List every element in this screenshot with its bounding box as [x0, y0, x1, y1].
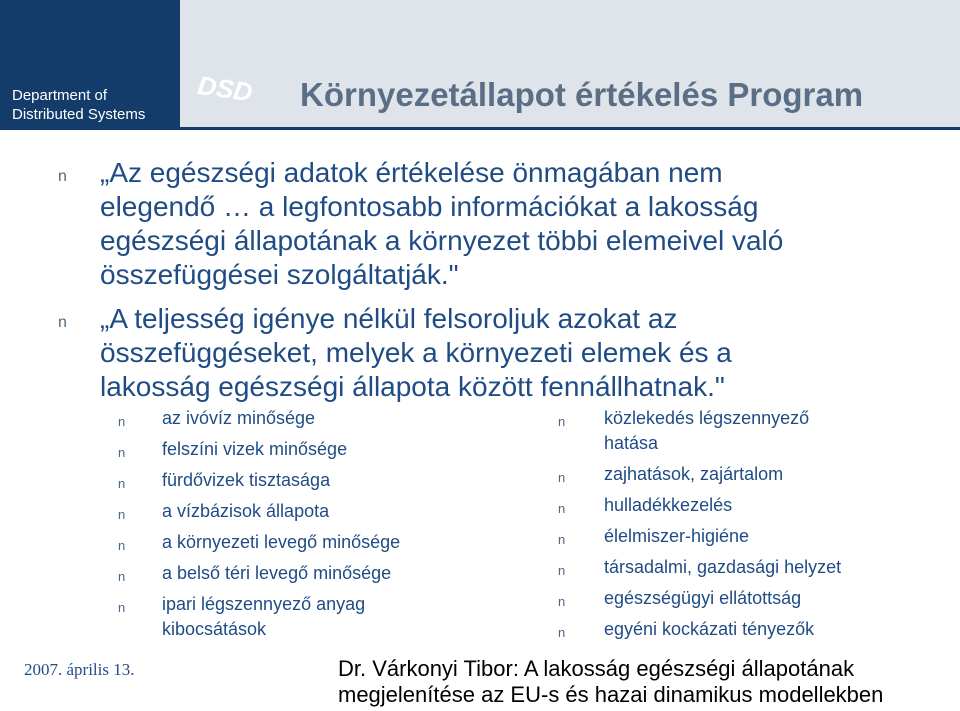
right-item-3: hulladékkezelés [604, 495, 733, 515]
quote-2 [100, 302, 920, 404]
footer-author-line-1: Dr. Várkonyi Tibor: A lakosság egészségi állapotának [338, 656, 855, 681]
left-item-4-bullet: n [118, 507, 126, 522]
left-item-7-line-2: kibocsátások [162, 619, 267, 639]
right-item-2-bullet: n [558, 470, 566, 485]
slide-title: Környezetállapot értékelés Program [300, 76, 864, 113]
quote-2-line-1: „A teljesség igénye nélkül felsoroljuk azokat az [100, 303, 678, 334]
quote-1-line-2: elegendő … a legfontosabb információkat a lakosság [100, 191, 759, 222]
right-item-7-bullet: n [558, 625, 566, 640]
right-item-1-bullet: n [558, 414, 566, 429]
left-item-5-bullet: n [118, 538, 126, 553]
department-name [12, 86, 145, 124]
left-item-5: a környezeti levegő minősége [162, 532, 401, 552]
right-item-7: egyéni kockázati tényezők [604, 619, 815, 639]
left-item-4: a vízbázisok állapota [162, 501, 330, 521]
header-divider [0, 127, 960, 130]
left-item-7-bullet: n [118, 600, 126, 615]
quote-2-line-2: összefüggéseket, melyek a környezeti elemek és a [100, 337, 732, 368]
right-item-1 [604, 406, 809, 456]
quote-1-line-4: összefüggései szolgáltatják." [100, 259, 459, 290]
left-item-7 [162, 592, 365, 642]
right-item-5-bullet: n [558, 563, 566, 578]
quote-1-bullet: n [58, 168, 67, 185]
left-item-1: az ivóvíz minősége [162, 408, 316, 428]
right-item-1-line-1: közlekedés légszennyező [604, 408, 810, 428]
department-line-2: Distributed Systems [12, 106, 146, 123]
quote-1-line-1: „Az egészségi adatok értékelése önmagában nem [100, 157, 723, 188]
footer-author-line-2: megjelenítése az EU-s és hazai dinamikus modellekben [338, 682, 884, 707]
dsd-logo: DSD [195, 70, 255, 108]
quote-2-bullet: n [58, 314, 67, 331]
left-item-6: a belső téri levegő minősége [162, 563, 392, 583]
quote-1 [100, 156, 920, 292]
right-item-4-bullet: n [558, 532, 566, 547]
right-item-1-line-2: hatása [604, 433, 659, 453]
right-item-5: társadalmi, gazdasági helyzet [604, 557, 842, 577]
left-item-2-bullet: n [118, 445, 126, 460]
right-item-3-bullet: n [558, 501, 566, 516]
left-item-3: fürdővizek tisztasága [162, 470, 331, 490]
right-item-2: zajhatások, zajártalom [604, 464, 784, 484]
left-item-6-bullet: n [118, 569, 126, 584]
left-item-3-bullet: n [118, 476, 126, 491]
right-item-6-bullet: n [558, 594, 566, 609]
left-item-1-bullet: n [118, 414, 126, 429]
slide-header [0, 0, 960, 130]
quote-1-line-3: egészségi állapotának a környezet többi elemeivel való [100, 225, 784, 256]
right-item-6: egészségügyi ellátottság [604, 588, 802, 608]
left-item-2: felszíni vizek minősége [162, 439, 348, 459]
footer-date: 2007. április 13. [24, 660, 135, 679]
department-line-1: Department of [12, 87, 108, 104]
quote-2-line-3: lakosság egészségi állapota között fennállhatnak." [100, 371, 725, 402]
footer-author [338, 656, 883, 708]
right-item-4: élelmiszer-higiéne [604, 526, 750, 546]
left-item-7-line-1: ipari légszennyező anyag [162, 594, 366, 614]
